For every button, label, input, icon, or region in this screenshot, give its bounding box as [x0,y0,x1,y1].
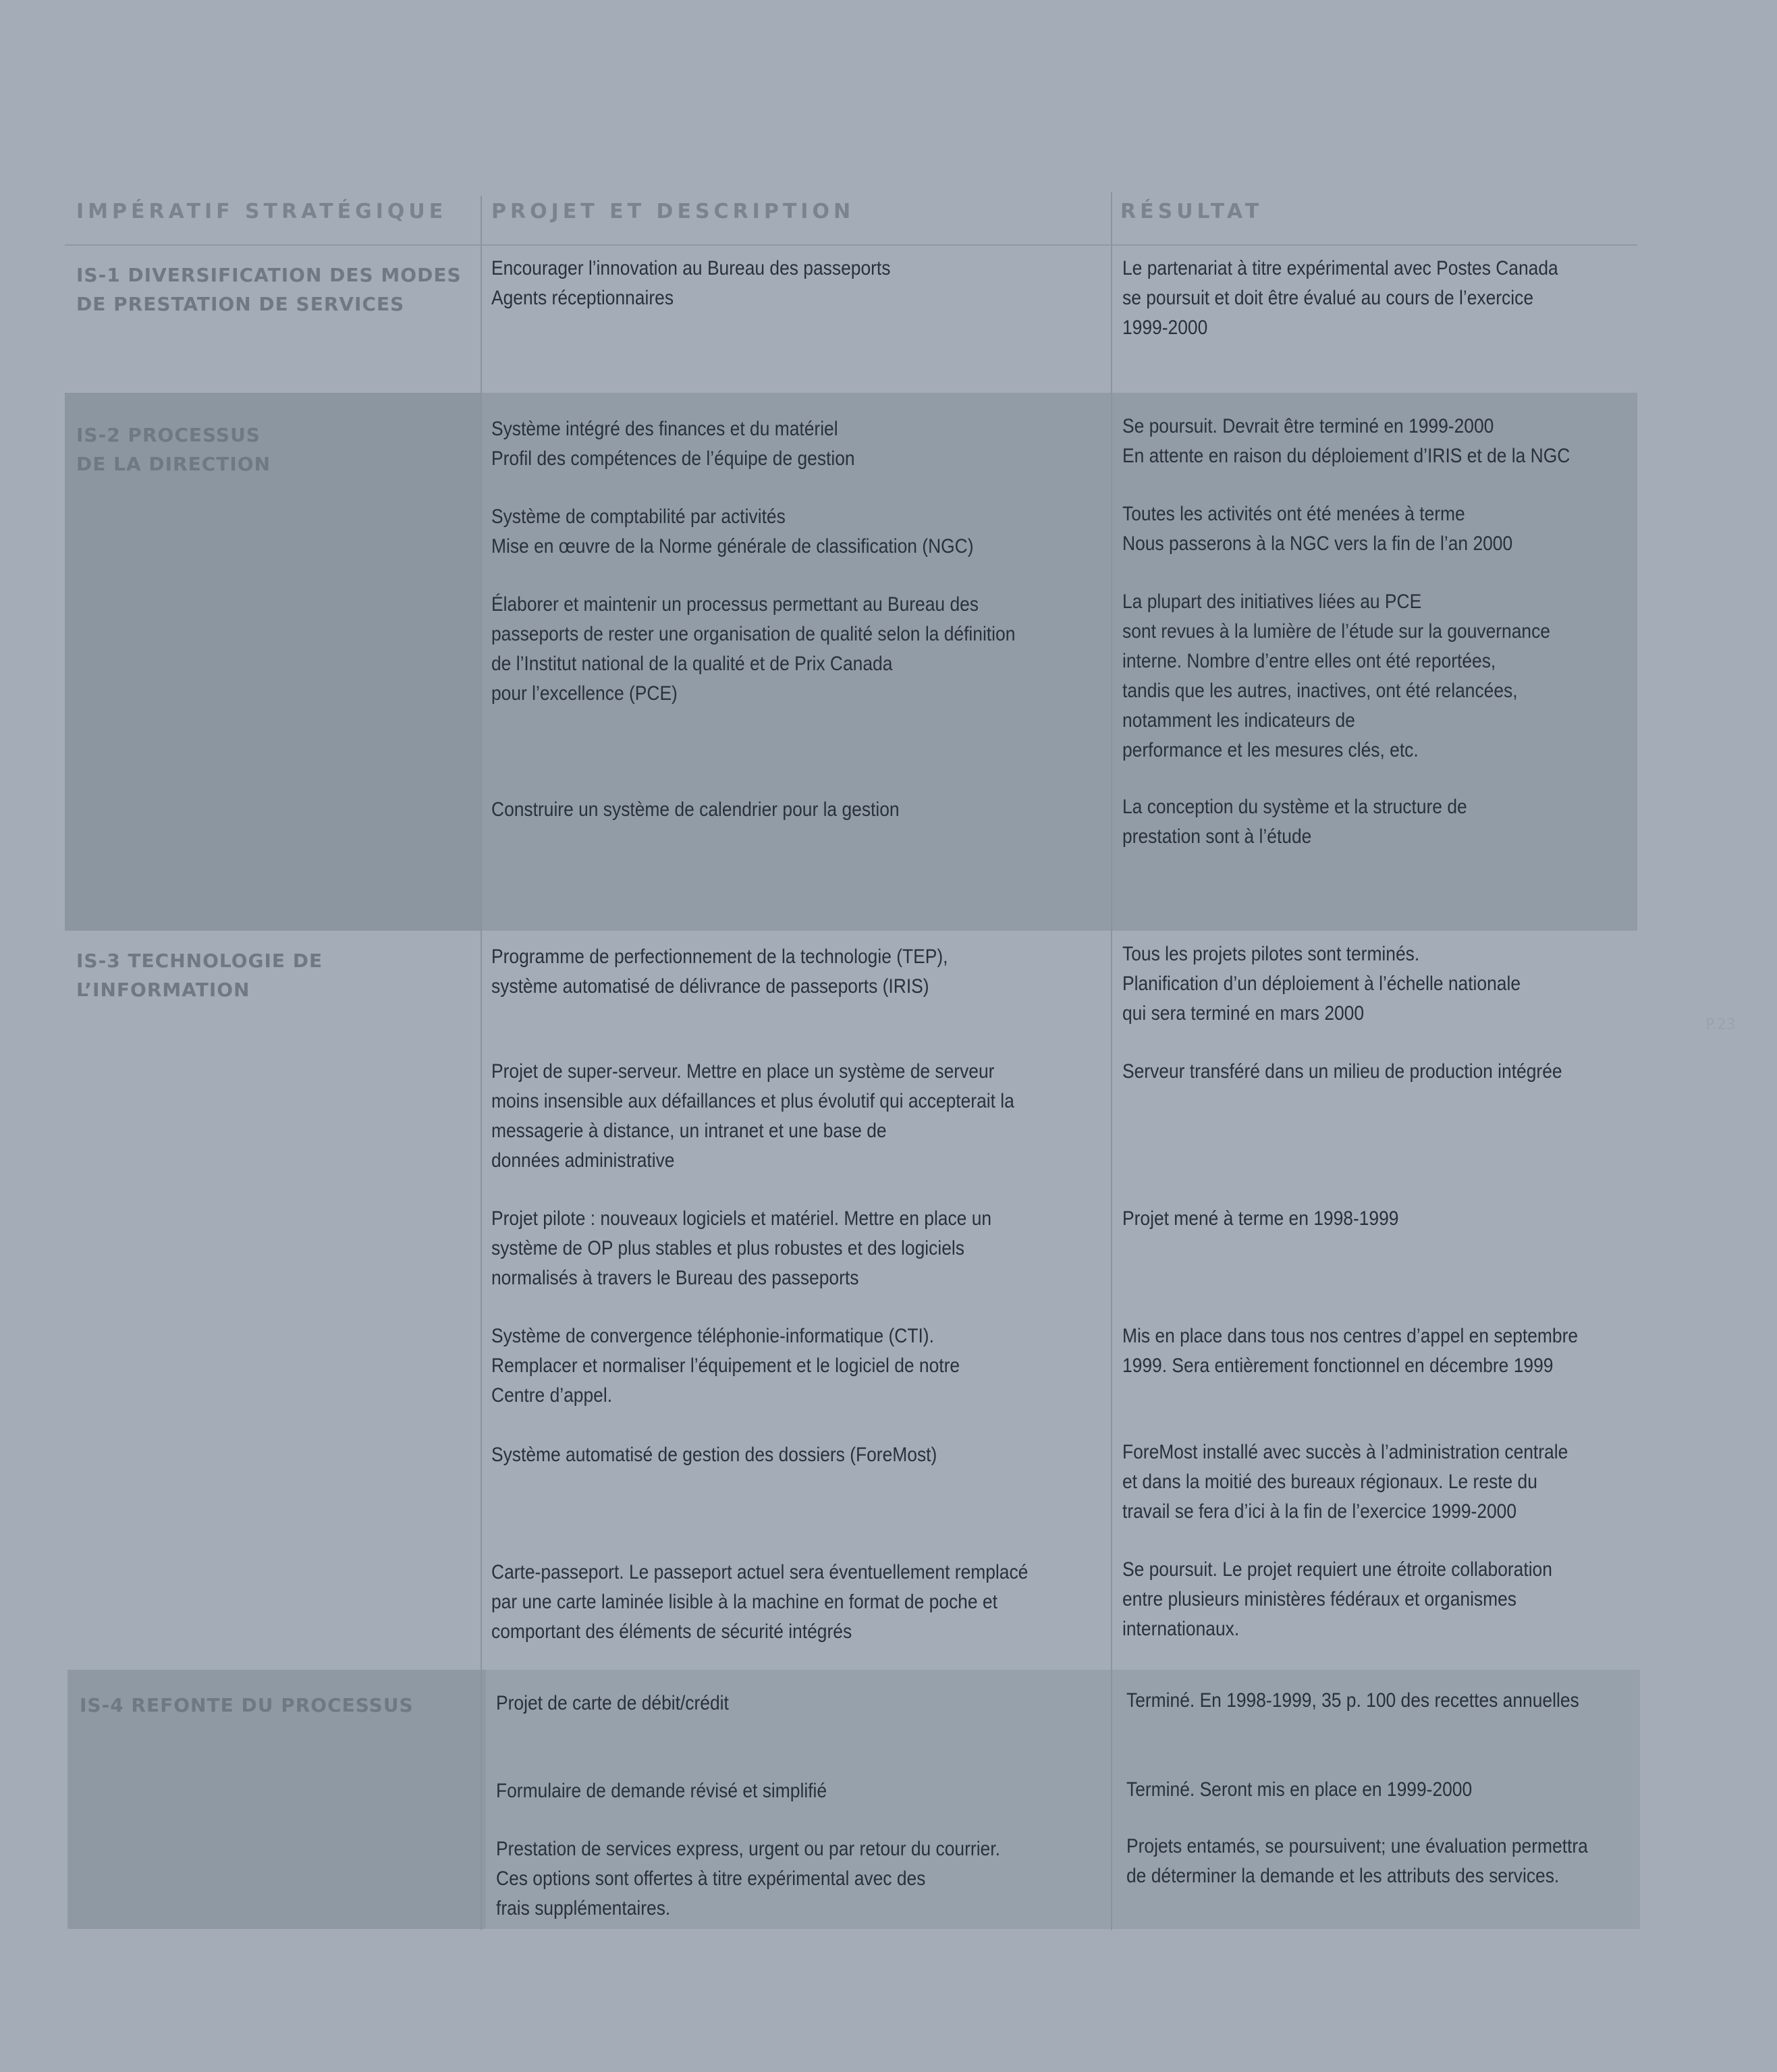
column-divider-2 [1111,192,1112,1930]
result-line: Serveur transféré dans un milieu de production intégrée [1122,1060,1562,1083]
project-line: Mise en œuvre de la Norme générale de classification (NGC) [491,535,974,557]
project-line: Remplacer et normaliser l’équipement et le logiciel de notre [491,1355,960,1377]
result-cell [1126,1686,1579,1716]
project-line: pour l’excellence (PCE) [491,682,678,705]
result-line: Se poursuit. Le projet requiert une étroite collaboration [1122,1558,1552,1581]
header-strategic-imperative: IMPÉRATIF STRATÉGIQUE [76,200,447,223]
category-is1 [76,261,468,319]
project-line: Projet de carte de débit/crédit [496,1692,729,1714]
category-line: DE PRESTATION DE SERVICES [76,293,405,315]
project-line: passeports de rester une organisation de qualité selon la définition [491,623,1016,645]
project-line: de l’Institut national de la qualité et de Prix Canada [491,653,893,675]
project-line: moins insensible aux défaillances et plus évolutif qui accepterait la [491,1090,1014,1112]
project-cell [491,1204,991,1293]
category-line: IS-1 DIVERSIFICATION DES MODES [76,264,462,286]
category-is4 [80,1691,471,1720]
result-line: travail se fera d’ici à la fin de l’exercice 1999-2000 [1122,1500,1517,1523]
result-line: La conception du système et la structure de [1122,796,1467,818]
project-line: Système de comptabilité par activités [491,506,786,528]
project-line: Projet pilote : nouveaux logiciels et matériel. Mettre en place un [491,1207,992,1230]
category-line: IS-3 TECHNOLOGIE DE [76,950,323,972]
project-cell [491,1057,1014,1176]
project-line: messagerie à distance, un intranet et une base de [491,1120,887,1142]
result-line: Se poursuit. Devrait être terminé en 1999-2000 [1122,415,1494,437]
category-line: L’INFORMATION [76,979,250,1001]
category-is3 [76,946,468,1004]
result-line: 1999. Sera entièrement fonctionnel en décembre 1999 [1122,1355,1554,1377]
result-line: de déterminer la demande et les attributs des services. [1126,1865,1560,1887]
result-line: Planification d’un déploiement à l’échelle nationale [1122,973,1521,995]
project-line: Système intégré des finances et du matériel [491,418,838,440]
project-cell [491,1440,937,1470]
result-cell [1122,254,1558,343]
result-line: Terminé. En 1998-1999, 35 p. 100 des recettes annuelles [1126,1689,1579,1712]
header-result: RÉSULTAT [1120,200,1263,223]
project-cell [491,414,855,474]
column-divider-1 [481,196,482,1930]
result-line: ForeMost installé avec succès à l’administration centrale [1122,1441,1568,1463]
result-line: interne. Nombre d’entre elles ont été reportées, [1122,650,1496,672]
project-line: données administrative [491,1149,675,1172]
project-cell [491,254,890,313]
project-line: Carte-passeport. Le passeport actuel sera éventuellement remplacé [491,1561,1029,1583]
project-line: Élaborer et maintenir un processus permettant au Bureau des [491,593,979,616]
result-cell [1122,792,1467,852]
header-divider [65,244,1637,246]
result-line: tandis que les autres, inactives, ont été relancées, [1122,680,1518,702]
result-cell [1126,1832,1588,1891]
result-line: Projets entamés, se poursuivent; une évaluation permettra [1126,1835,1588,1857]
result-line: et dans la moitié des bureaux régionaux. Le reste du [1122,1471,1537,1493]
result-line: Terminé. Seront mis en place en 1999-2000 [1126,1778,1473,1801]
header-project-description: PROJET ET DESCRIPTION [491,200,855,223]
result-line: qui sera terminé en mars 2000 [1122,1002,1365,1025]
project-line: Projet de super-serveur. Mettre en place un système de serveur [491,1060,995,1083]
result-line: Nous passerons à la NGC vers la fin de l’an 2000 [1122,533,1513,555]
result-line: Tous les projets pilotes sont terminés. [1122,943,1420,965]
result-cell [1126,1775,1472,1805]
project-line: Système de convergence téléphonie-informatique (CTI). [491,1325,934,1347]
project-cell [496,1834,1000,1924]
result-cell [1122,939,1521,1029]
project-cell [491,1321,960,1411]
page-number: P.23 [1705,1016,1736,1033]
result-line: Toutes les activités ont été menées à terme [1122,503,1465,525]
project-cell [491,795,900,825]
result-cell [1122,499,1512,559]
project-line: Prestation de services express, urgent ou par retour du courrier. [496,1838,1000,1860]
project-line: comportant des éléments de sécurité intégrés [491,1620,852,1643]
result-line: internationaux. [1122,1618,1240,1640]
project-line: Construire un système de calendrier pour la gestion [491,798,900,821]
category-is2 [76,420,468,479]
project-line: frais supplémentaires. [496,1897,671,1919]
result-line: sont revues à la lumière de l’étude sur la gouvernance [1122,620,1550,643]
result-line: notamment les indicateurs de [1122,709,1355,732]
result-line: performance et les mesures clés, etc. [1122,739,1419,761]
result-line: entre plusieurs ministères fédéraux et organismes [1122,1588,1517,1610]
category-line: DE LA DIRECTION [76,453,271,475]
result-line: Projet mené à terme en 1998-1999 [1122,1207,1399,1230]
project-line: Profil des compétences de l’équipe de gestion [491,447,855,470]
result-cell [1122,412,1570,471]
result-cell [1122,1057,1562,1087]
project-cell [496,1689,729,1718]
project-line: par une carte laminée lisible à la machine en format de poche et [491,1591,997,1613]
project-line: système de OP plus stables et plus robustes et des logiciels [491,1237,964,1259]
result-line: 1999-2000 [1122,317,1208,339]
project-line: système automatisé de délivrance de passeports (IRIS) [491,975,929,998]
result-cell [1122,1204,1398,1234]
project-cell [491,1558,1028,1647]
result-line: Le partenariat à titre expérimental avec Postes Canada [1122,257,1558,279]
result-cell [1122,587,1550,765]
result-line: Mis en place dans tous nos centres d’appel en septembre [1122,1325,1579,1347]
result-line: se poursuit et doit être évalué au cours de l’exercice [1122,287,1534,309]
result-cell [1122,1438,1568,1527]
result-cell [1122,1321,1578,1381]
project-cell [491,590,1015,709]
project-line: Centre d’appel. [491,1384,613,1407]
result-line: En attente en raison du déploiement d’IRIS et de la NGC [1122,445,1570,467]
project-line: Encourager l’innovation au Bureau des passeports [491,257,891,279]
project-line: Programme de perfectionnement de la technologie (TEP), [491,946,948,968]
project-line: Ces options sont offertes à titre expérimental avec des [496,1867,926,1890]
project-line: Formulaire de demande révisé et simplifié [496,1780,827,1802]
result-cell [1122,1555,1552,1644]
project-line: Agents réceptionnaires [491,287,674,309]
result-line: prestation sont à l’étude [1122,825,1312,848]
project-line: Système automatisé de gestion des dossiers (ForeMost) [491,1444,937,1466]
project-cell [496,1776,827,1806]
category-line: IS-4 REFONTE DU PROCESSUS [80,1694,414,1716]
project-line: normalisés à travers le Bureau des passeports [491,1267,859,1289]
project-cell [491,502,974,562]
project-cell [491,942,948,1002]
result-line: La plupart des initiatives liées au PCE [1122,591,1422,613]
category-line: IS-2 PROCESSUS [76,424,261,446]
